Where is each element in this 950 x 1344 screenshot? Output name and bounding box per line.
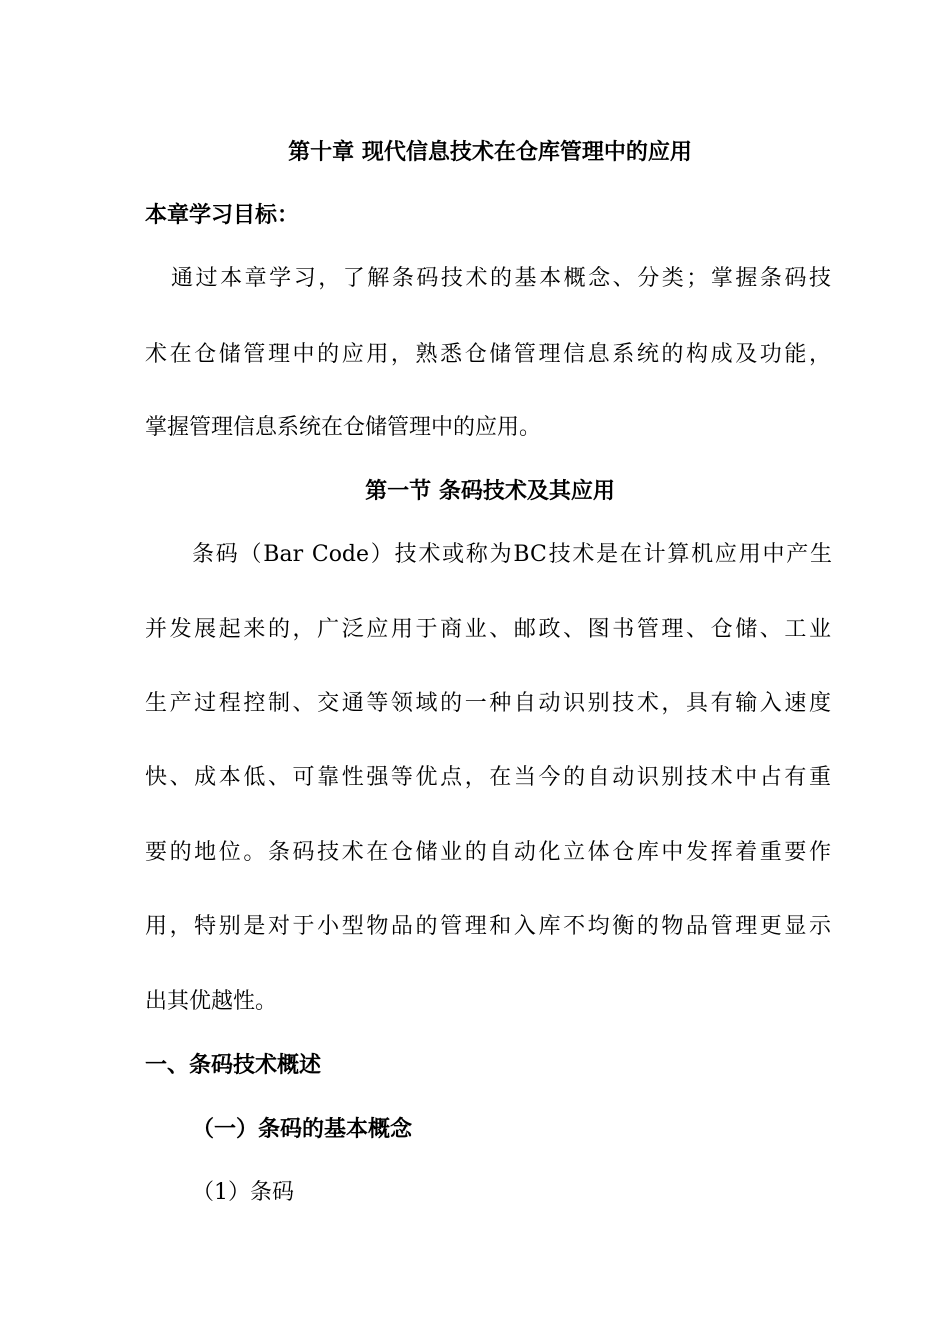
- objectives-line-1: 通过本章学习，了解条码技术的基本概念、分类；掌握条码技: [171, 266, 831, 291]
- chapter-title: 第十章 现代信息技术在仓库管理中的应用: [288, 140, 692, 165]
- objectives-line-3: 掌握管理信息系统在仓储管理中的应用。: [145, 415, 542, 440]
- paragraph-line-6: 用，特别是对于小型物品的管理和入库不均衡的物品管理更显示: [145, 914, 831, 939]
- objectives-heading: 本章学习目标：: [145, 203, 300, 228]
- heading-level-2: （一）条码的基本概念: [192, 1117, 413, 1142]
- paragraph-line-3: 生产过程控制、交通等领域的一种自动识别技术，具有输入速度: [145, 691, 831, 716]
- paragraph-line-7: 出其优越性。: [145, 989, 278, 1014]
- paragraph-line-2: 并发展起来的，广泛应用于商业、邮政、图书管理、仓储、工业: [145, 617, 831, 642]
- heading-level-3: （1）条码: [192, 1180, 294, 1205]
- heading-level-1: 一、条码技术概述: [145, 1053, 322, 1078]
- objectives-line-2: 术在仓储管理中的应用，熟悉仓储管理信息系统的构成及功能，: [145, 342, 831, 367]
- section-title: 第一节 条码技术及其应用: [365, 479, 615, 504]
- paragraph-line-5: 要的地位。条码技术在仓储业的自动化立体仓库中发挥着重要作: [145, 840, 831, 865]
- paragraph-line-4: 快、成本低、可靠性强等优点，在当今的自动识别技术中占有重: [145, 765, 831, 790]
- paragraph-line-1: 条码（Bar Code）技术或称为BC技术是在计算机应用中产生: [192, 542, 832, 567]
